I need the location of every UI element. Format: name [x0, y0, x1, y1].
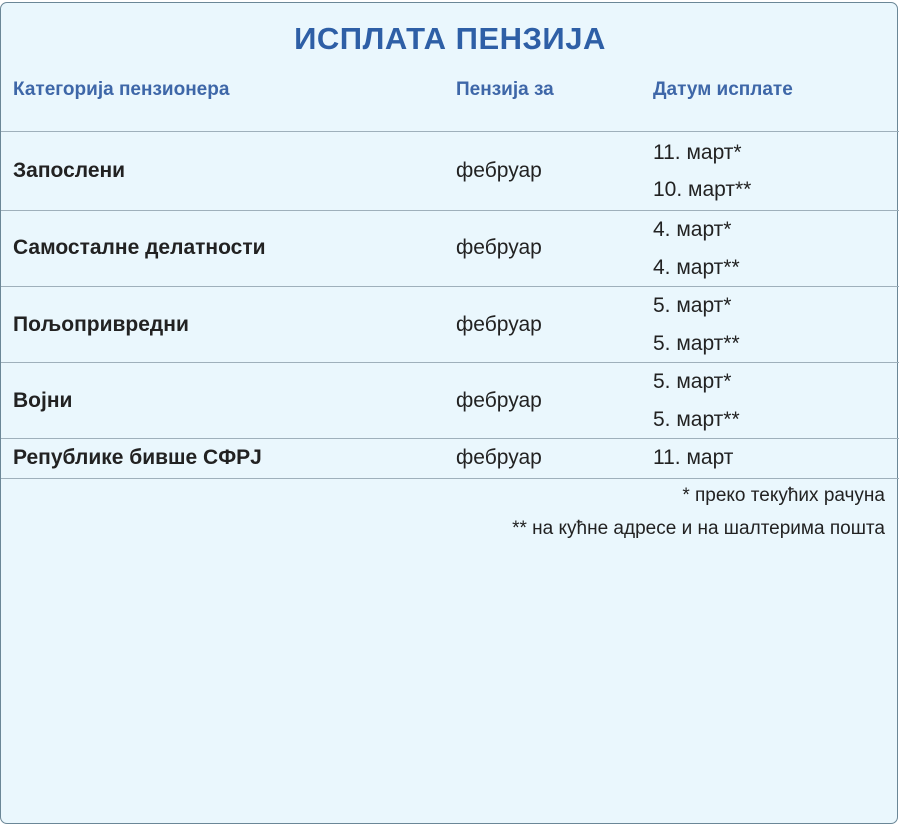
date-cell-account: 11. март*: [653, 141, 742, 164]
column-header-payment-date: Датум исплате: [653, 79, 793, 100]
pension-payment-panel: [0, 2, 898, 824]
date-cell-account: 4. март*: [653, 218, 732, 241]
column-header-category: Категорија пензионера: [13, 79, 230, 100]
date-cell-address: 10. март**: [653, 178, 752, 201]
date-cell-address: 5. март**: [653, 332, 740, 355]
category-cell: Пољопривредни: [13, 313, 189, 336]
month-cell: фебруар: [456, 389, 542, 412]
date-cell-account: 5. март*: [653, 294, 732, 317]
date-cell-account: 5. март*: [653, 370, 732, 393]
date-cell-address: 4. март**: [653, 256, 740, 279]
category-cell: Републике бивше СФРЈ: [13, 446, 262, 469]
month-cell: фебруар: [456, 236, 542, 259]
month-cell: фебруар: [456, 446, 542, 469]
date-cell-address: 5. март**: [653, 408, 740, 431]
footnote-single-star: * преко текућих рачуна: [682, 485, 885, 506]
footnote-double-star: ** на кућне адресе и на шалтерима пошта: [512, 518, 885, 539]
column-header-pension-for: Пензија за: [456, 79, 554, 100]
month-cell: фебруар: [456, 313, 542, 336]
table-row: [1, 211, 899, 286]
category-cell: Војни: [13, 389, 73, 412]
category-cell: Запослени: [13, 159, 126, 182]
date-cell: 11. март: [653, 446, 734, 469]
table-row: [1, 132, 899, 210]
table-row: [1, 287, 899, 362]
table-bottom-divider: [1, 478, 899, 479]
category-cell: Самосталне делатности: [13, 236, 266, 259]
page-title: ИСПЛАТА ПЕНЗИЈА: [294, 21, 606, 56]
table-row: [1, 439, 899, 478]
month-cell: фебруар: [456, 159, 542, 182]
table-row: [1, 363, 899, 438]
